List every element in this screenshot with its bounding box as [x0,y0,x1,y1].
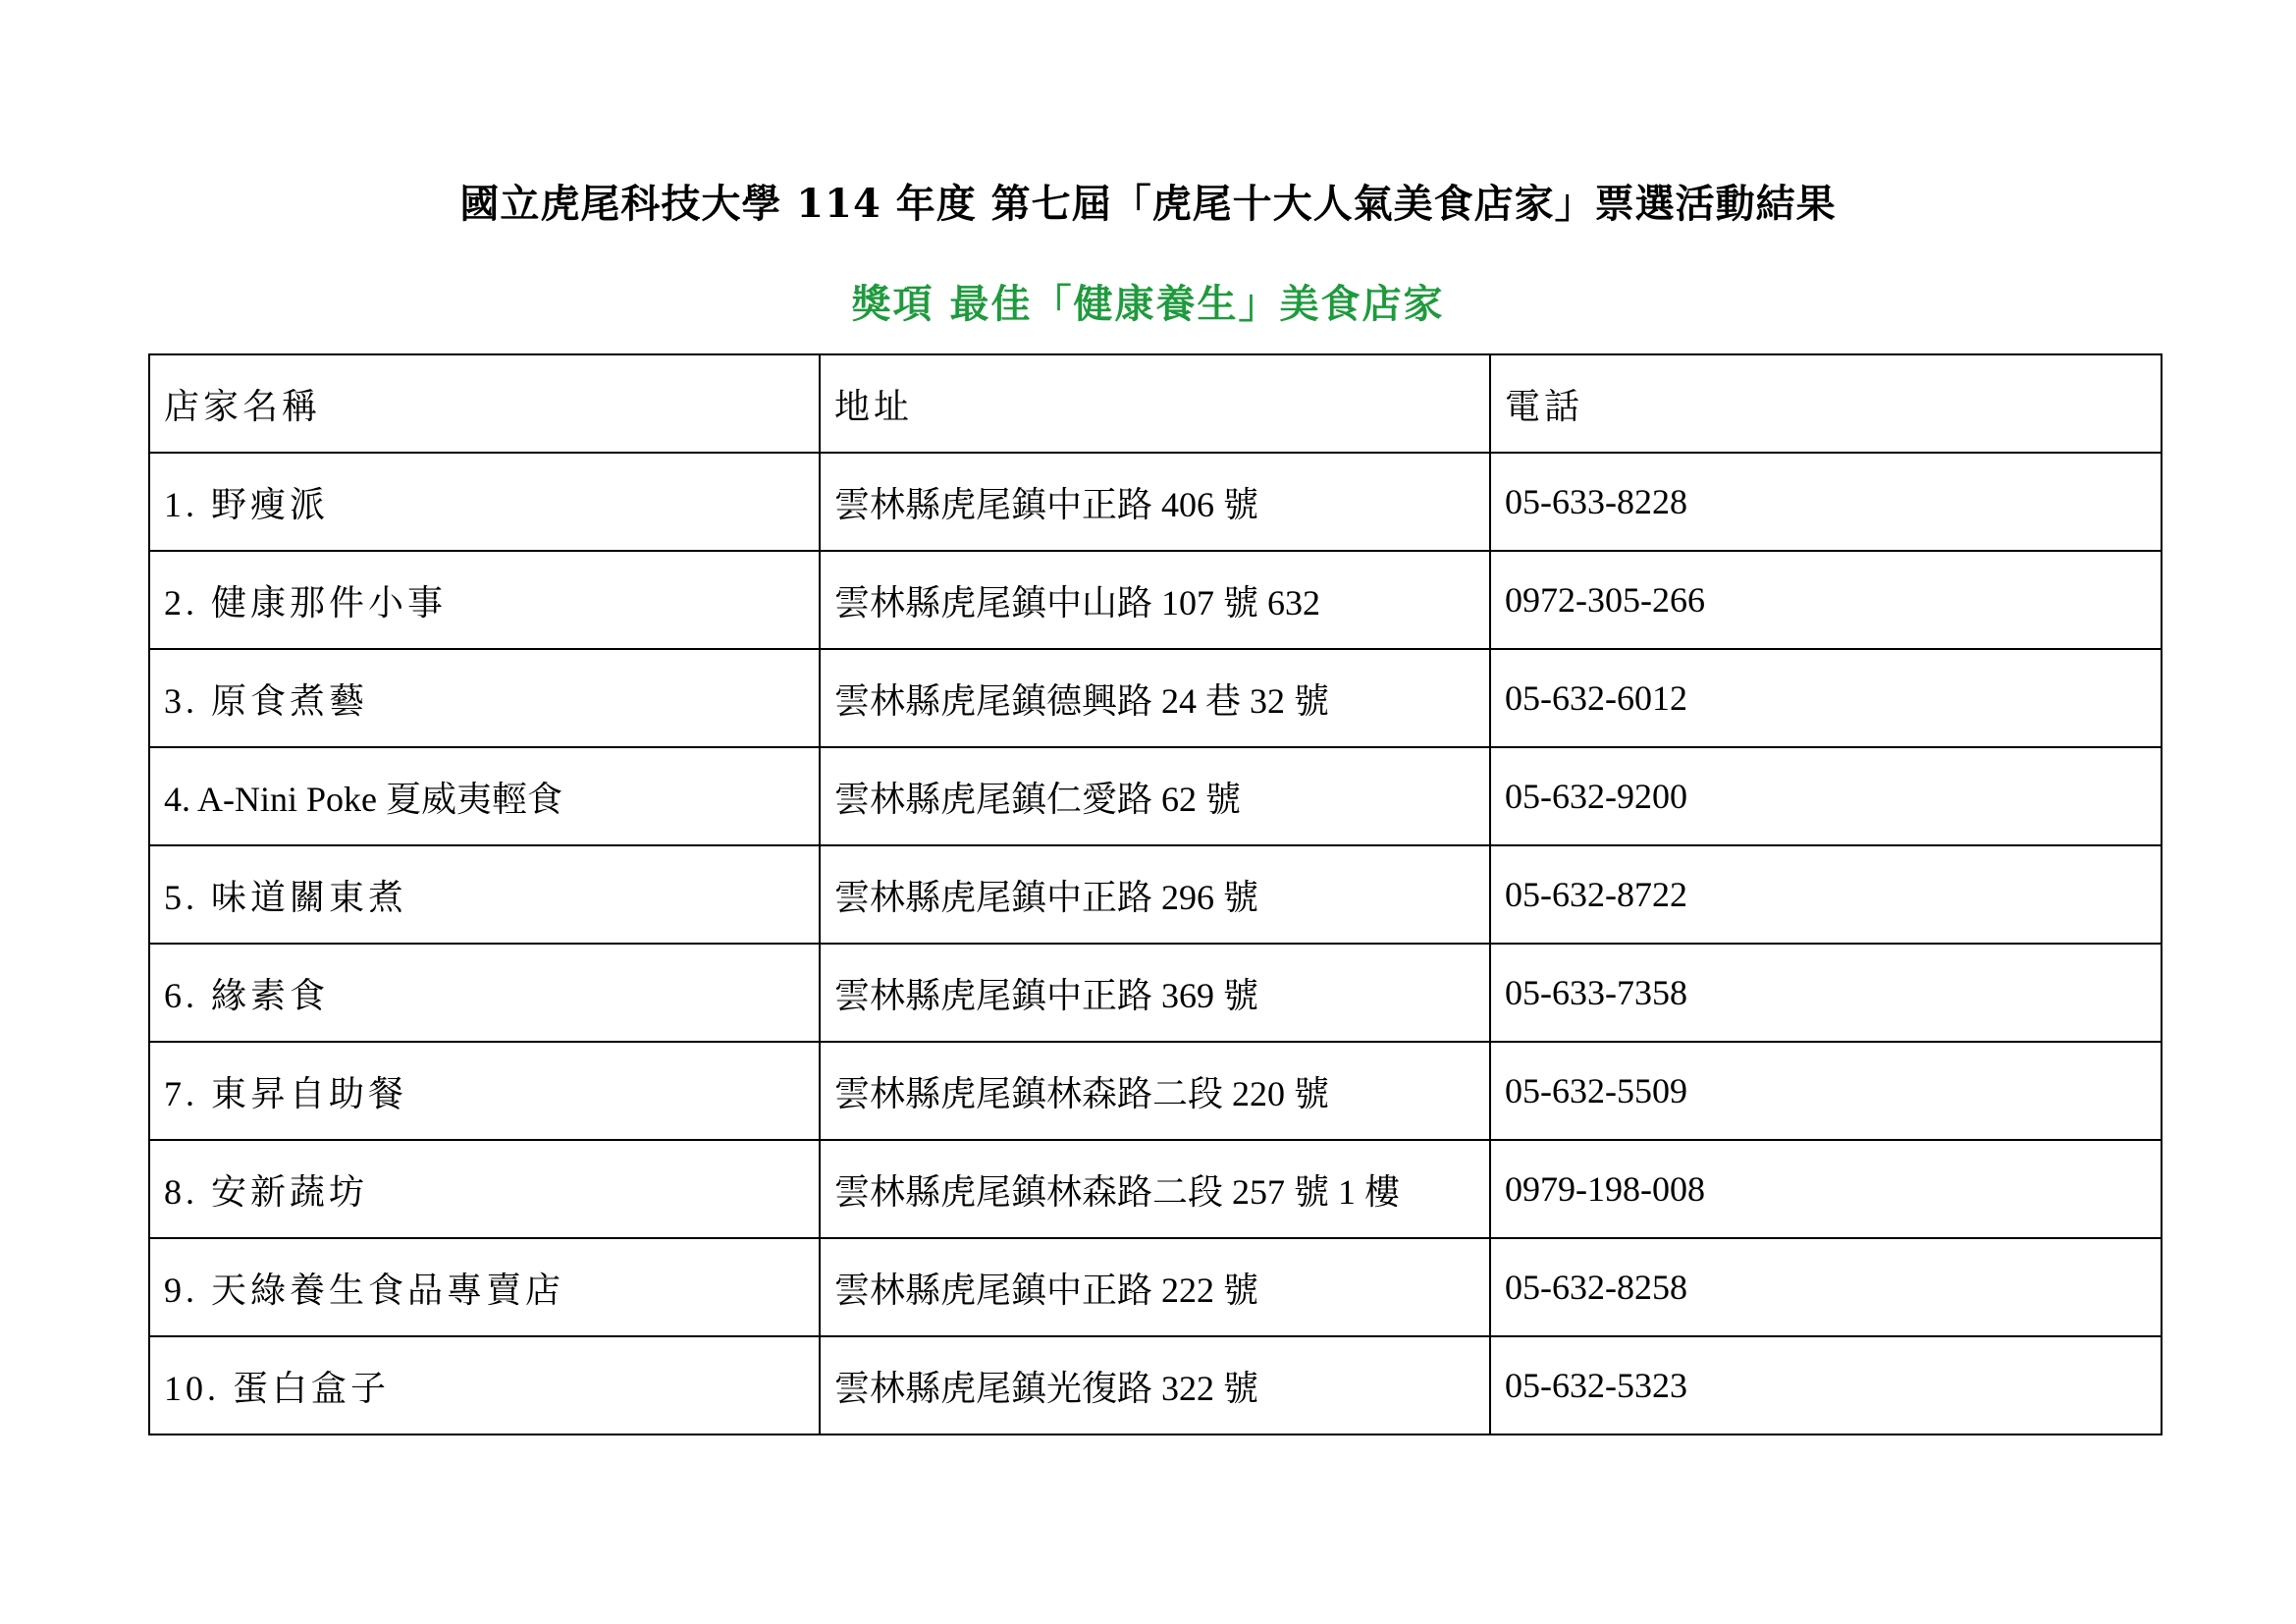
address-cell: 雲林縣虎尾鎮中正路 222 號 [820,1238,1490,1336]
shop-name-cell: 7. 東昇自助餐 [149,1042,820,1140]
table-row [149,453,2162,551]
address-cell: 雲林縣虎尾鎮德興路 24 巷 32 號 [820,649,1490,747]
table-header-row [149,354,2162,453]
phone-cell: 0979-198-008 [1490,1140,2162,1238]
address-cell: 雲林縣虎尾鎮仁愛路 62 號 [820,747,1490,845]
shop-name-cell: 9. 天綠養生食品專賣店 [149,1238,820,1336]
table-row [149,1336,2162,1435]
address-cell: 雲林縣虎尾鎮林森路二段 220 號 [820,1042,1490,1140]
shop-table [148,353,2163,1435]
table-row [149,747,2162,845]
phone-cell: 05-633-8228 [1490,453,2162,551]
column-header-phone: 電話 [1490,354,2162,453]
address-cell: 雲林縣虎尾鎮中正路 369 號 [820,944,1490,1042]
address-cell: 雲林縣虎尾鎮光復路 322 號 [820,1336,1490,1435]
address-cell: 雲林縣虎尾鎮林森路二段 257 號 1 樓 [820,1140,1490,1238]
table-row [149,1238,2162,1336]
shop-name-cell: 10. 蛋白盒子 [149,1336,820,1435]
shop-name-cell: 1. 野瘦派 [149,453,820,551]
award-subtitle: 獎項 最佳「健康養生」美食店家 [851,281,1445,327]
table-row [149,551,2162,649]
page-title: 國立虎尾科技大學 114 年度 第七屆「虎尾十大人氣美食店家」票選活動結果 [459,181,1837,227]
shop-name-cell: 5. 味道關東煮 [149,845,820,944]
column-header-address: 地址 [820,354,1490,453]
phone-cell: 05-633-7358 [1490,944,2162,1042]
table-row [149,944,2162,1042]
phone-cell: 0972-305-266 [1490,551,2162,649]
address-cell: 雲林縣虎尾鎮中正路 406 號 [820,453,1490,551]
shop-name-cell: 3. 原食煮藝 [149,649,820,747]
shop-name-cell: 6. 緣素食 [149,944,820,1042]
phone-cell: 05-632-9200 [1490,747,2162,845]
address-cell: 雲林縣虎尾鎮中正路 296 號 [820,845,1490,944]
address-cell: 雲林縣虎尾鎮中山路 107 號 632 [820,551,1490,649]
column-header-shop-name: 店家名稱 [149,354,820,453]
phone-cell: 05-632-5509 [1490,1042,2162,1140]
phone-cell: 05-632-6012 [1490,649,2162,747]
phone-cell: 05-632-8258 [1490,1238,2162,1336]
table-row [149,845,2162,944]
table-row [149,1042,2162,1140]
shop-name-cell: 8. 安新蔬坊 [149,1140,820,1238]
table-row [149,649,2162,747]
table-row [149,1140,2162,1238]
phone-cell: 05-632-8722 [1490,845,2162,944]
shop-name-cell: 4. A-Nini Poke 夏威夷輕食 [149,747,820,845]
shop-name-cell: 2. 健康那件小事 [149,551,820,649]
phone-cell: 05-632-5323 [1490,1336,2162,1435]
